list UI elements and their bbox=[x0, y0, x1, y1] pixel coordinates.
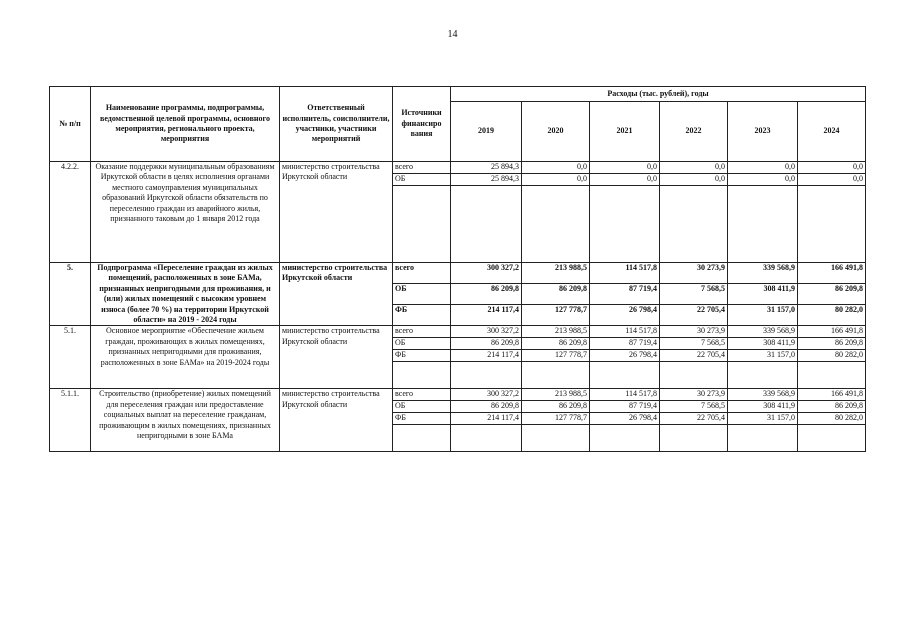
row-value: 339 568,9 bbox=[728, 326, 798, 338]
row-value: 0,0 bbox=[728, 162, 798, 174]
table-row bbox=[50, 162, 866, 174]
row-name: Подпрограмма «Переселение граждан из жилых помещений, расположенных в зоне БАМа, признанных непригодными для проживания, и (или) жилых помещений с высоким уровнем износа (более 70 %) на территории Иркутской области» на 2019 - 2024 годы bbox=[91, 263, 280, 326]
table-row bbox=[50, 263, 866, 284]
row-name: Оказание поддержки муниципальным образованиям Иркутской области в целях исполнения органами местного самоуправления муниципальных образований Иркутской области обязательств по переселению граждан из аварийного жилья, признанного таковым до 1 января 2012 года bbox=[91, 162, 280, 263]
empty-cell bbox=[660, 362, 728, 389]
row-value: 22 705,4 bbox=[660, 305, 728, 326]
empty-cell bbox=[522, 186, 590, 263]
empty-cell bbox=[451, 186, 522, 263]
row-number: 4.2.2. bbox=[50, 162, 91, 263]
row-value: 86 209,8 bbox=[522, 338, 590, 350]
row-value: 0,0 bbox=[798, 174, 866, 186]
row-source: ОБ bbox=[393, 174, 451, 186]
row-value: 127 778,7 bbox=[522, 305, 590, 326]
header-years-caption: Расходы (тыс. рублей), годы bbox=[451, 87, 866, 102]
row-value: 30 273,9 bbox=[660, 326, 728, 338]
row-value: 0,0 bbox=[590, 174, 660, 186]
row-value: 127 778,7 bbox=[522, 413, 590, 425]
empty-cell bbox=[660, 186, 728, 263]
row-source: ФБ bbox=[393, 350, 451, 362]
empty-cell bbox=[728, 425, 798, 452]
row-value: 86 209,8 bbox=[798, 284, 866, 305]
row-value: 87 719,4 bbox=[590, 401, 660, 413]
row-value: 80 282,0 bbox=[798, 350, 866, 362]
row-value: 308 411,9 bbox=[728, 338, 798, 350]
empty-cell bbox=[660, 425, 728, 452]
row-value: 0,0 bbox=[798, 162, 866, 174]
empty-cell bbox=[590, 186, 660, 263]
row-value: 30 273,9 bbox=[660, 389, 728, 401]
row-value: 0,0 bbox=[590, 162, 660, 174]
row-source: всего bbox=[393, 162, 451, 174]
header-year: 2020 bbox=[522, 102, 590, 162]
budget-table bbox=[49, 86, 866, 452]
row-value: 30 273,9 bbox=[660, 263, 728, 284]
row-value: 214 117,4 bbox=[451, 305, 522, 326]
empty-cell bbox=[451, 425, 522, 452]
row-value: 300 327,2 bbox=[451, 326, 522, 338]
empty-cell bbox=[393, 362, 451, 389]
row-value: 26 798,4 bbox=[590, 413, 660, 425]
row-executor: министерство строительства Иркутской области bbox=[280, 162, 393, 263]
row-source: ОБ bbox=[393, 401, 451, 413]
row-value: 31 157,0 bbox=[728, 413, 798, 425]
header-source: Источники финансиро вания bbox=[393, 87, 451, 162]
row-number: 5. bbox=[50, 263, 91, 326]
row-value: 31 157,0 bbox=[728, 350, 798, 362]
row-value: 26 798,4 bbox=[590, 350, 660, 362]
header-num: № п/п bbox=[50, 87, 91, 162]
row-value: 114 517,8 bbox=[590, 389, 660, 401]
table-row bbox=[50, 389, 866, 401]
row-value: 87 719,4 bbox=[590, 338, 660, 350]
empty-cell bbox=[393, 425, 451, 452]
row-value: 25 894,3 bbox=[451, 162, 522, 174]
row-value: 300 327,2 bbox=[451, 263, 522, 284]
header-year: 2021 bbox=[590, 102, 660, 162]
row-name: Основное мероприятие «Обеспечение жильем граждан, проживающих в жилых помещениях, признанных непригодными для проживания, расположенных в зоне БАМа» на 2019-2024 годы bbox=[91, 326, 280, 389]
row-value: 300 327,2 bbox=[451, 389, 522, 401]
row-value: 166 491,8 bbox=[798, 263, 866, 284]
header-year: 2024 bbox=[798, 102, 866, 162]
row-value: 86 209,8 bbox=[522, 401, 590, 413]
row-value: 86 209,8 bbox=[522, 284, 590, 305]
table-row bbox=[50, 326, 866, 338]
row-value: 0,0 bbox=[728, 174, 798, 186]
header-executor: Ответственный исполнитель, соисполнители, участники, участники мероприятий bbox=[280, 87, 393, 162]
row-value: 114 517,8 bbox=[590, 326, 660, 338]
row-source: ОБ bbox=[393, 338, 451, 350]
empty-cell bbox=[798, 362, 866, 389]
row-value: 80 282,0 bbox=[798, 413, 866, 425]
row-value: 213 988,5 bbox=[522, 326, 590, 338]
row-value: 0,0 bbox=[522, 174, 590, 186]
row-value: 25 894,3 bbox=[451, 174, 522, 186]
row-value: 339 568,9 bbox=[728, 389, 798, 401]
empty-cell bbox=[393, 186, 451, 263]
row-value: 87 719,4 bbox=[590, 284, 660, 305]
empty-cell bbox=[522, 425, 590, 452]
row-value: 31 157,0 bbox=[728, 305, 798, 326]
row-executor: министерство строительства Иркутской области bbox=[280, 326, 393, 389]
row-source: всего bbox=[393, 326, 451, 338]
row-value: 308 411,9 bbox=[728, 401, 798, 413]
empty-cell bbox=[798, 425, 866, 452]
row-value: 0,0 bbox=[660, 174, 728, 186]
row-value: 114 517,8 bbox=[590, 263, 660, 284]
row-value: 86 209,8 bbox=[798, 401, 866, 413]
empty-cell bbox=[590, 362, 660, 389]
table-header bbox=[50, 87, 866, 162]
row-value: 127 778,7 bbox=[522, 350, 590, 362]
table-body bbox=[50, 162, 866, 452]
row-executor: министерство строительства Иркутской области bbox=[280, 389, 393, 452]
empty-cell bbox=[728, 362, 798, 389]
row-value: 0,0 bbox=[522, 162, 590, 174]
row-value: 86 209,8 bbox=[451, 338, 522, 350]
row-source: ФБ bbox=[393, 305, 451, 326]
row-value: 339 568,9 bbox=[728, 263, 798, 284]
row-value: 7 568,5 bbox=[660, 284, 728, 305]
header-year: 2022 bbox=[660, 102, 728, 162]
row-value: 213 988,5 bbox=[522, 389, 590, 401]
header-name: Наименование программы, подпрограммы, ведомственной целевой программы, основного мероприятия, регионального проекта, мероприятия bbox=[91, 87, 280, 162]
row-value: 214 117,4 bbox=[451, 350, 522, 362]
page-number: 14 bbox=[447, 29, 458, 40]
row-number: 5.1. bbox=[50, 326, 91, 389]
row-value: 22 705,4 bbox=[660, 350, 728, 362]
empty-cell bbox=[522, 362, 590, 389]
row-value: 86 209,8 bbox=[451, 284, 522, 305]
row-value: 214 117,4 bbox=[451, 413, 522, 425]
row-number: 5.1.1. bbox=[50, 389, 91, 452]
row-source: ОБ bbox=[393, 284, 451, 305]
row-value: 166 491,8 bbox=[798, 326, 866, 338]
header-year: 2019 bbox=[451, 102, 522, 162]
empty-cell bbox=[798, 186, 866, 263]
row-source: всего bbox=[393, 263, 451, 284]
row-value: 7 568,5 bbox=[660, 338, 728, 350]
row-name: Строительство (приобретение) жилых помещений для переселения граждан или предоставление социальных выплат на переселение гражданам, проживающим в жилых помещениях, признанных непригодными в зоне БАМа bbox=[91, 389, 280, 452]
empty-cell bbox=[728, 186, 798, 263]
row-value: 7 568,5 bbox=[660, 401, 728, 413]
row-source: ФБ bbox=[393, 413, 451, 425]
row-value: 22 705,4 bbox=[660, 413, 728, 425]
row-value: 213 988,5 bbox=[522, 263, 590, 284]
row-value: 166 491,8 bbox=[798, 389, 866, 401]
row-source: всего bbox=[393, 389, 451, 401]
row-executor: министерство строительства Иркутской области bbox=[280, 263, 393, 326]
row-value: 0,0 bbox=[660, 162, 728, 174]
row-value: 86 209,8 bbox=[798, 338, 866, 350]
empty-cell bbox=[451, 362, 522, 389]
row-value: 80 282,0 bbox=[798, 305, 866, 326]
row-value: 308 411,9 bbox=[728, 284, 798, 305]
header-year: 2023 bbox=[728, 102, 798, 162]
row-value: 26 798,4 bbox=[590, 305, 660, 326]
empty-cell bbox=[590, 425, 660, 452]
row-value: 86 209,8 bbox=[451, 401, 522, 413]
